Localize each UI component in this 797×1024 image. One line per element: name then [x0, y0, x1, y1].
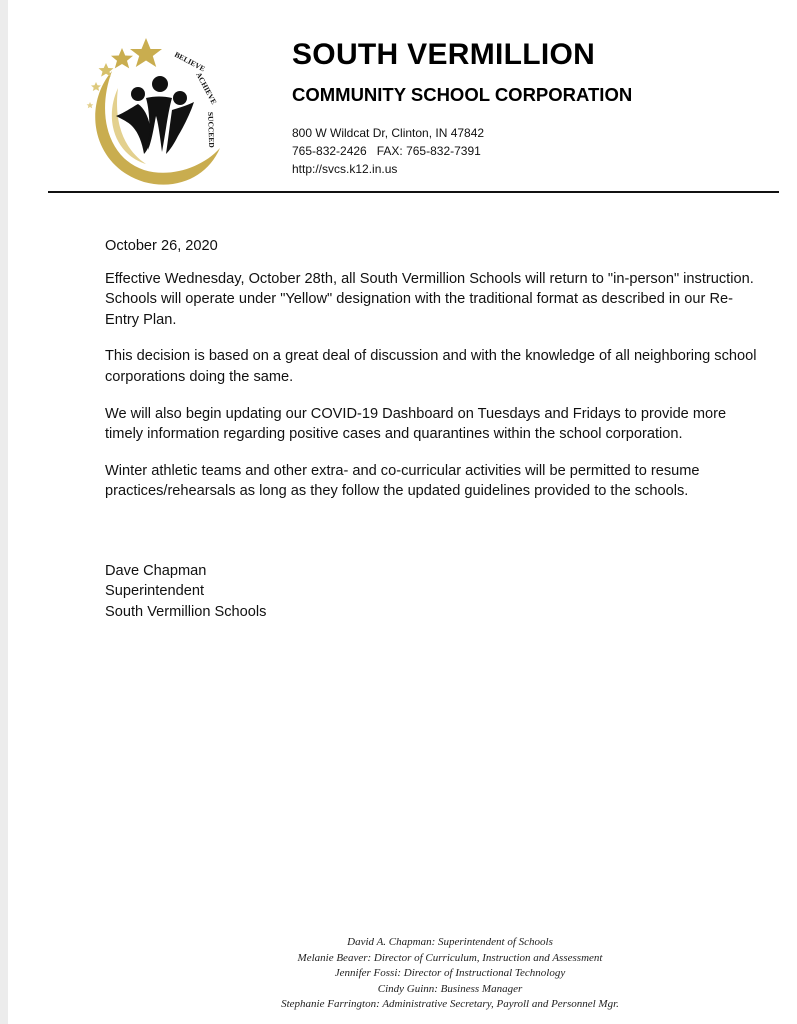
staff-line: Melanie Beaver: Director of Curriculum, Instruction and Assessment: [297, 951, 603, 964]
letter-date: October 26, 2020: [105, 238, 218, 254]
signature-block: [105, 561, 266, 622]
letter-paragraph: Winter athletic teams and other extra- and co-curricular activities will be permitted to resume practices/rehearsals as long as they follow the updated guidelines provided to the schools.: [105, 462, 700, 500]
letter-paragraph: We will also begin updating our COVID-19 Dashboard on Tuesdays and Fridays to provide more timely information regarding positive cases and quarantines within the school corporation.: [105, 405, 727, 443]
svg-text:BELIEVE: BELIEVE: [173, 49, 207, 74]
contact-block: [292, 124, 484, 178]
signer-organization: South Vermillion Schools: [105, 603, 267, 620]
staff-line: Cindy Guinn: Business Manager: [377, 982, 523, 995]
address-line: 800 W Wildcat Dr, Clinton, IN 47842: [292, 126, 485, 140]
letter-body: [105, 236, 765, 518]
star-medium-icon: [111, 48, 133, 68]
staff-footer: [200, 935, 700, 1013]
star-small-icon: [99, 63, 114, 77]
svg-text:SUCCEED: SUCCEED: [206, 111, 217, 148]
svg-text:ACHIEVE: ACHIEVE: [194, 70, 219, 106]
header-divider: [48, 191, 779, 193]
page-edge-shadow: [0, 0, 8, 1024]
phone-fax-line: 765-832-2426 FAX: 765-832-7391: [292, 144, 481, 158]
three-figures-stars-logo-icon: [82, 36, 224, 186]
letter-paragraph: This decision is based on a great deal of discussion and with the knowledge of all neighboring school corporations doing the same.: [105, 348, 757, 385]
letter-paragraph: Effective Wednesday, October 28th, all South Vermillion Schools will return to "in-person" instruction. Schools will operate under "Yellow" designation with the traditional format as described in our Re-Entry Plan.: [105, 270, 754, 328]
school-logo: [82, 36, 224, 186]
star-tiny-icon: [91, 82, 101, 91]
signer-name: Dave Chapman: [105, 563, 207, 579]
signer-title: Superintendent: [105, 583, 204, 600]
staff-line: Jennifer Fossi: Director of Instructional Technology: [334, 967, 566, 979]
website-link[interactable]: http://svcs.k12.in.us: [292, 162, 398, 176]
staff-line: Stephanie Farrington: Administrative Secretary, Payroll and Personnel Mgr.: [281, 998, 619, 1010]
star-large-icon: [130, 38, 162, 67]
organization-title: SOUTH VERMILLION: [292, 38, 596, 71]
organization-subtitle: COMMUNITY SCHOOL CORPORATION: [292, 84, 633, 105]
staff-line: David A. Chapman: Superintendent of Schools: [347, 936, 553, 948]
